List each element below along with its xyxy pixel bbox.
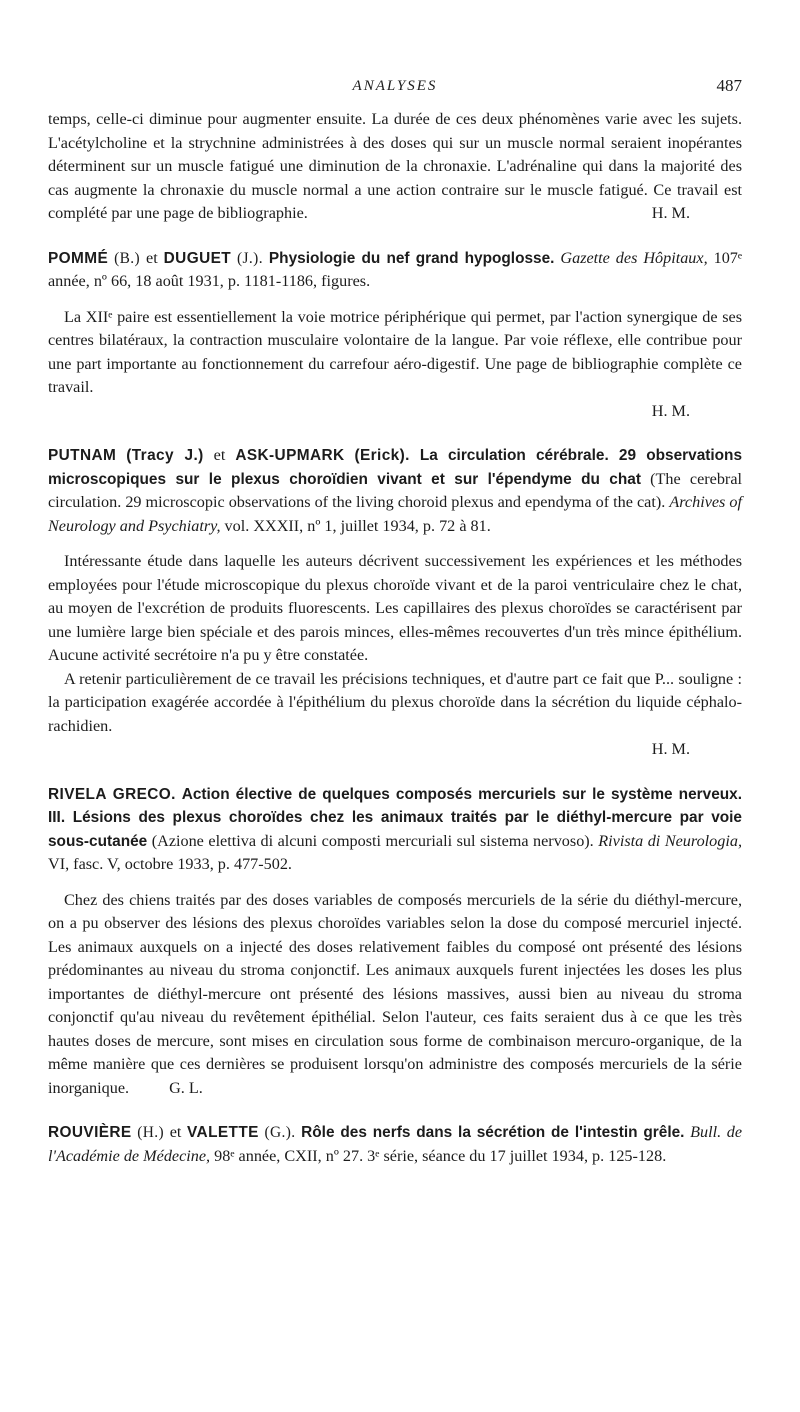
entry-title: La circulation cérébrale. 29 observations microscopiques sur le plexus choroïdien vivant et sur l'épendyme du chat: [48, 447, 743, 488]
entry-title: Physiologie du nef grand hypoglosse.: [268, 249, 555, 267]
entry-paragraph: Chez des chiens traités par des doses variables de composés mercuriels de la série du diéthyl-mercure, on a pu observer des lésions des plexus choroïdes variables selon la dose du composé mercuriel injecté. Les animaux auxquels on a injecté des doses relativement faibles du composé ont présenté des lésions prédominantes au niveau du stroma conjonctif. Les animaux auxquels furent injectées les doses les plus importantes de diéthyl-mercure ont présenté des lésions massives, aussi bien au niveau du stroma conjonctif qu'au niveau du revêtement épithélial. Selon l'auteur, ces faits seraient dus à ce que les très hautes doses de mercure, sont mises en circulation sous forme de combinaison mercuro-organique, de la même manière que ces dernières se produisent lorsqu'on administre des composés mercuriels de la série inorganique. G. L.: [48, 890, 742, 1097]
entry-original-title: (Azione elettiva di alcuni composti mercuriali sul sistema nervoso).: [151, 831, 594, 850]
entry-paragraph: Intéressante étude dans laquelle les auteurs décrivent successivement les expériences et les méthodes employées pour l'étude microscopique du plexus choroïde vivant et de la paroi ventriculaire chez le chat, au moyen de l'excrétion de produits fluorescents. Les capillaires des plexus choroïdes se caractérisent par une lumière large bien spéciale et des parois minces, elles-mêmes recouvertes d'un très mince épithélium. Aucune activité secrétoire n'a pu y être constatée.: [48, 552, 742, 664]
entry-heading: [48, 1121, 742, 1168]
entry-original-title: (The cerebral circulation. 29 microscopic observations of the living choroid plexus and ependyma of the cat).: [48, 469, 743, 511]
journal-page: [48, 72, 742, 1168]
review-entry: [48, 247, 742, 424]
entry-details: VI, fasc. V, octobre 1933, p. 477-502.: [48, 855, 292, 873]
page-number: 487: [716, 76, 742, 95]
entry-journal: Rivista di Neurologia,: [598, 831, 743, 850]
entry-signature: H. M.: [651, 740, 690, 758]
entry-details: 107ᵉ année, nº 66, 18 août 1931, p. 1181-1186, figures.: [48, 248, 743, 290]
entry-author: DUGUET: [163, 249, 232, 267]
entry-journal: Bull. de l'Académie de Médecine,: [48, 1123, 743, 1165]
running-head: [48, 72, 742, 108]
entry-heading: [48, 247, 742, 294]
intro-signature: H. M.: [651, 204, 690, 222]
entry-author: POMMÉ: [48, 249, 109, 267]
entry-signature: G. L.: [169, 1078, 203, 1097]
intro-paragraph: temps, celle-ci diminue pour augmenter ensuite. La durée de ces deux phénomènes varie avec les sujets. L'acétylcholine et la strychnine administrées à des doses qui sur un muscle normal seraient inopérantes déterminent sur un muscle fatigué une diminution de la chronaxie. L'adrénaline qui dans la majorité des cas augmente la chronaxie du muscle normal a une action contraire sur le muscle fatigué. Ce travail est complété par une page de bibliographie.: [48, 110, 742, 222]
entry-heading: [48, 444, 742, 538]
entry-conjunction: et: [213, 446, 226, 464]
entry-journal: Gazette des Hôpitaux,: [560, 248, 708, 267]
entry-author-initial: (Tracy J.): [126, 447, 204, 464]
entry-details: 98ᵉ année, CXII, nº 27. 3ᵉ série, séance du 17 juillet 1934, p. 125-128.: [214, 1146, 667, 1165]
entry-title: Action élective de quelques composés mercuriels sur le système nerveux. III. Lésions des plexus choroïdes chez les animaux traités par le diéthyl-mercure par voie sous-cutanée: [48, 785, 742, 850]
entry-paragraph: A retenir particulièrement de ce travail les précisions techniques, et d'autre part ce fait que P... souligne : la participation exagérée accordée à l'épithélium du plexus choroïde dans la sécrétion du liquide céphalo-rachidien.: [48, 669, 742, 735]
entry-author-initial: (G.).: [264, 1124, 296, 1141]
review-entry: [48, 1121, 742, 1168]
entry-author: ROUVIÈRE: [48, 1124, 132, 1141]
entry-signature: H. M.: [651, 401, 690, 420]
entry-author-initial: (Erick).: [354, 447, 410, 464]
entry-author-initial: (H.): [137, 1124, 165, 1141]
entry-author-initial: (J.).: [237, 249, 263, 267]
running-head-title: ANALYSES: [352, 78, 438, 94]
entry-details: vol. XXXII, nº 1, juillet 1934, p. 72 à 81.: [224, 516, 491, 535]
entry-conjunction: et: [146, 248, 158, 267]
entry-paragraph: La XIIᵉ paire est essentiellement la voie motrice périphérique qui permet, par l'action synergique de ses centres bilatéraux, la contraction musculaire volontaire de la langue. Par voie réflexe, elle contribue pour une part importante au fonctionnement du carrefour aéro-digestif. Une page de bibliographie complète ce travail.: [48, 307, 742, 396]
review-entry: [48, 444, 742, 762]
entry-journal: Archives of Neurology and Psychiatry,: [48, 493, 743, 535]
entry-author: VALETTE: [187, 1124, 259, 1141]
entry-title: Rôle des nerfs dans la sécrétion de l'intestin grêle.: [301, 1124, 685, 1141]
entry-heading: [48, 783, 742, 877]
entry-author: PUTNAM: [48, 447, 117, 464]
entry-conjunction: et: [169, 1123, 182, 1141]
entry-author: ASK-UPMARK: [235, 447, 345, 464]
entry-author-initial: (B.): [114, 249, 141, 267]
review-entry: [48, 783, 742, 1101]
entry-author: RIVELA GRECO.: [48, 785, 176, 803]
